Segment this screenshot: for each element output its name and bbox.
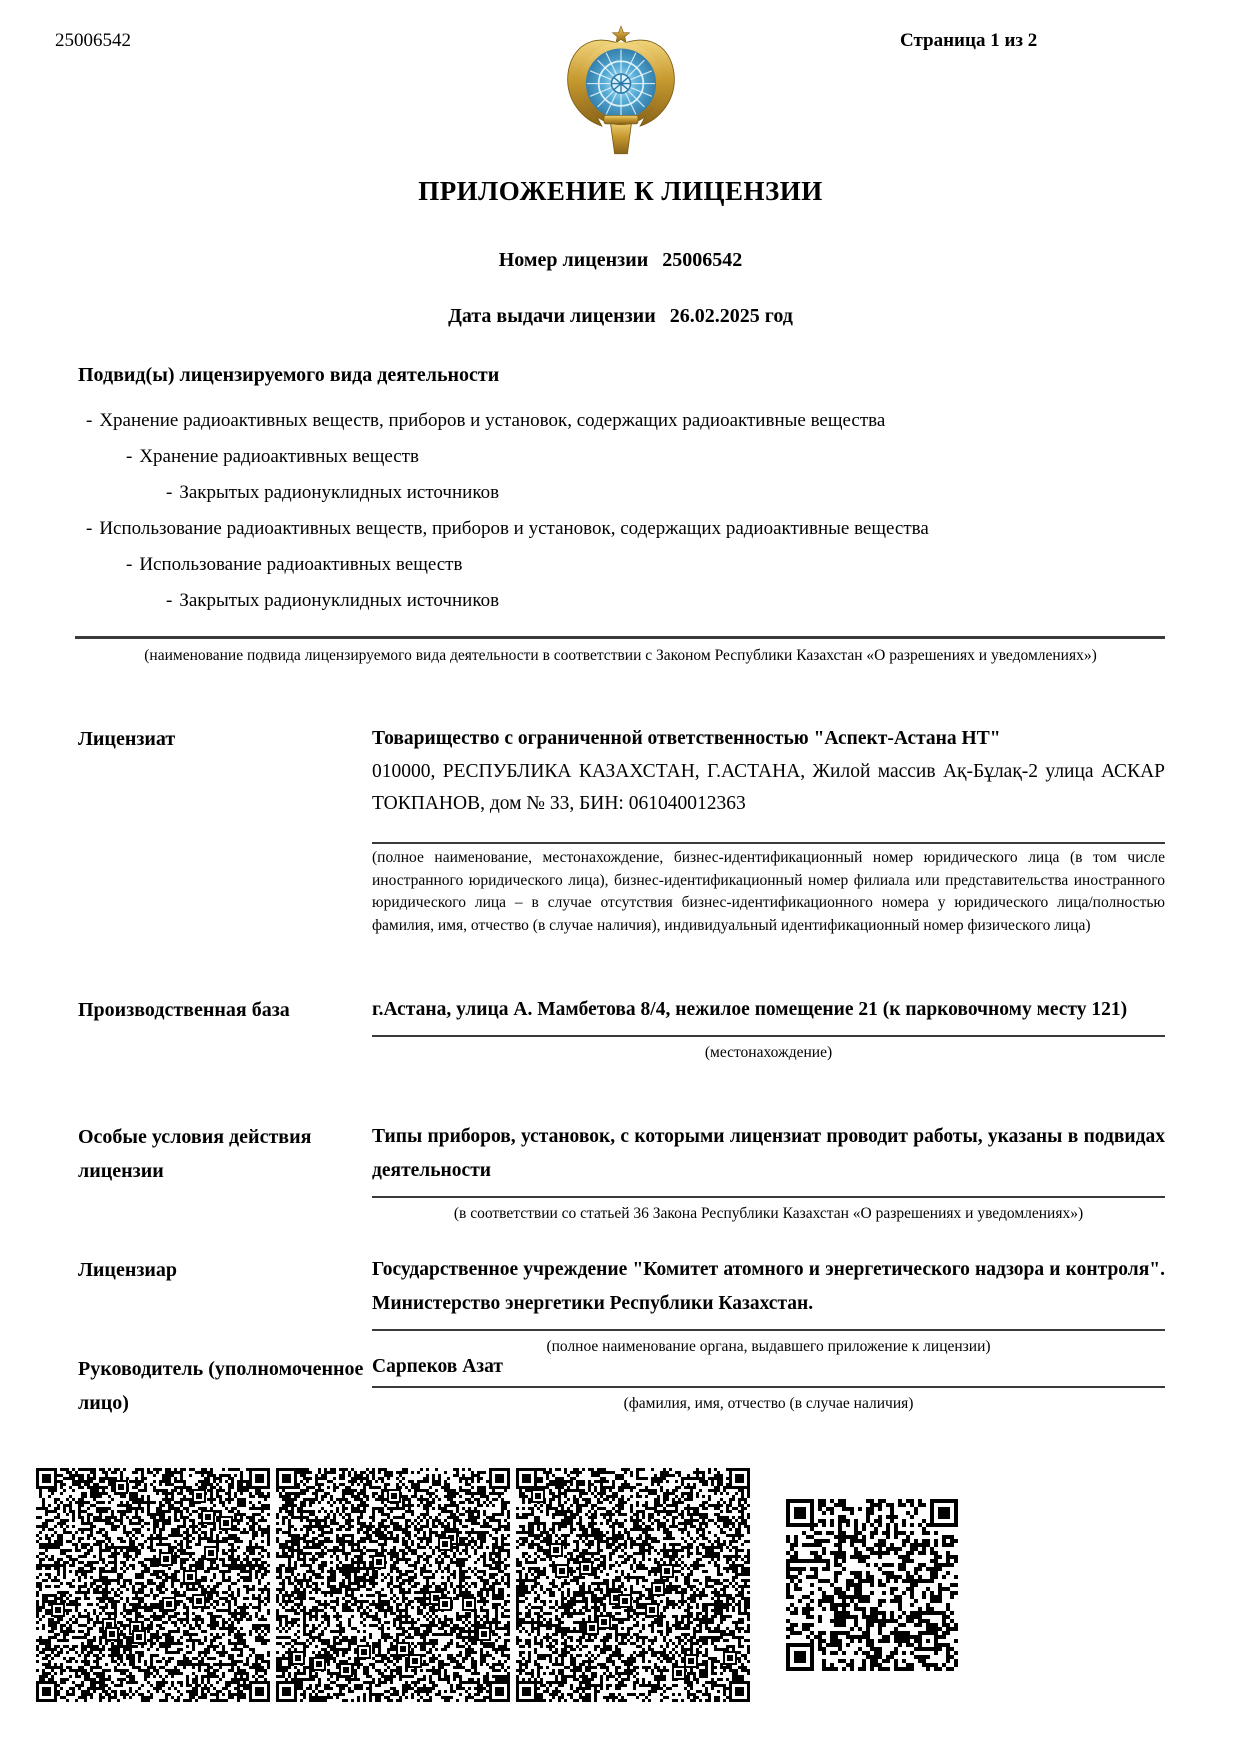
kazakhstan-emblem [0,24,1241,163]
license-number-label: Номер лицензии [498,249,649,271]
subtype-item: - Закрытых радионуклидных источников [166,482,1165,504]
subtypes-heading: Подвид(ы) лицензируемого вида деятельности [78,364,500,386]
license-number-line [0,249,1241,272]
licensee-footnote: (полное наименование, местонахождение, бизнес-идентификационный номер юридического лица (в том числе иностранного юридического лица), бизнес-идентификационный номер филиала или представительства иностранного юридического лица – в случае отсутствия бизнес-идентификационного номера у юридического лица/полностью фамилия, имя, отчество (в случае наличия), индивидуальный идентификационный номер физического лица) [372,849,1165,934]
subtypes-divider [75,636,1165,639]
head-name: Сарпеков Азат [372,1352,1165,1388]
licensee-row [78,722,1165,937]
production-base-value: г.Астана, улица А. Мамбетова 8/4, нежилое помещение 21 (к парковочному месту 121) [372,993,1165,1037]
special-conditions-footnote: (в соответствии со статьей 36 Закона Республики Казахстан «О разрешениях и уведомлениях») [453,1205,1084,1222]
license-number-value: 25006542 [662,249,743,271]
licensor-row [78,1253,1165,1359]
kazakhstan-emblem-icon [557,24,685,158]
licensee-name: Товарищество с ограниченной ответственностью "Аспект-Астана НТ" [372,728,1001,749]
head-row [78,1352,1165,1420]
licensee-label: Лицензиат [78,728,176,750]
signature-barcode-2 [276,1468,511,1703]
document-number-header: 25006542 [55,30,131,51]
license-date-value: 26.02.2025 год [669,305,793,327]
head-label: Руководитель (уполномоченное лицо) [78,1358,364,1414]
qr-code [782,1495,962,1675]
subtypes-list [86,410,1165,626]
licensor-value: Государственное учреждение "Комитет атомного и энергетического надзора и контроля". Министерство энергетики Республики Казахстан. [372,1253,1165,1331]
signature-barcode-3 [516,1468,751,1703]
subtype-item: - Хранение радиоактивных веществ, приборов и установок, содержащих радиоактивные вещества [86,410,1165,432]
license-date-label: Дата выдачи лицензии [448,305,656,327]
head-footnote: (фамилия, имя, отчество (в случае наличия) [623,1395,914,1412]
production-base-row [78,993,1165,1065]
license-date-line [0,305,1241,328]
special-conditions-label: Особые условия действия лицензии [78,1126,312,1182]
page-indicator: Страница 1 из 2 [900,30,1038,51]
licensor-footnote: (полное наименование органа, выдавшего приложение к лицензии) [546,1338,991,1355]
page-title: ПРИЛОЖЕНИЕ К ЛИЦЕНЗИИ [418,176,823,206]
subtype-item: - Использование радиоактивных веществ [126,554,1165,576]
production-base-footnote: (местонахождение) [704,1044,833,1061]
subtypes-footnote: (наименование подвида лицензируемого вида деятельности в соответствии с Законом Республики Казахстан «О разрешениях и уведомлениях») [144,647,1097,664]
special-conditions-value: Типы приборов, установок, с которыми лицензиат проводит работы, указаны в подвидах деятельности [372,1120,1165,1198]
production-base-label: Производственная база [78,999,290,1021]
signature-barcode-1 [36,1468,271,1703]
subtype-item: - Хранение радиоактивных веществ [126,446,1165,468]
special-conditions-row [78,1120,1165,1226]
licensor-label: Лицензиар [78,1259,178,1281]
subtype-item: - Использование радиоактивных веществ, приборов и установок, содержащих радиоактивные вещества [86,518,1165,540]
licensee-address: 010000, РЕСПУБЛИКА КАЗАХСТАН, Г.АСТАНА, Жилой массив Ақ-Бұлақ-2 улица АСКАР ТОКПАНОВ, дом № 33, БИН: 061040012363 [372,756,1165,844]
subtype-item: - Закрытых радионуклидных источников [166,590,1165,612]
